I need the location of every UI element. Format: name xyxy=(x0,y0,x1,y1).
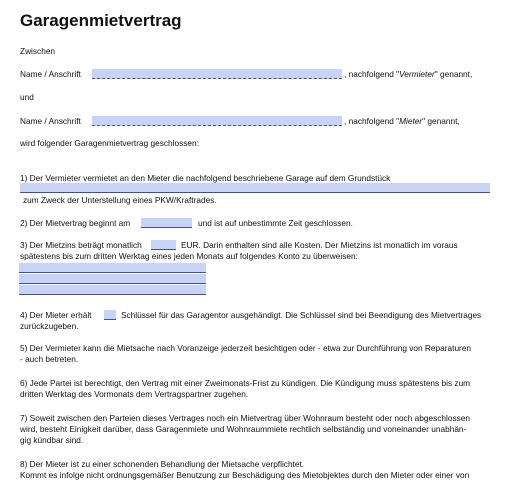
clause-7-line-3: gig kündbar sind. xyxy=(20,435,84,445)
clause-2-before: 2) Der Mietvertrag beginnt am xyxy=(20,218,131,228)
account-number-field[interactable] xyxy=(19,285,206,295)
clause-5-line-2: - auch betreten. xyxy=(20,354,79,364)
clause-1-line-2: zum Zweck der Unterstellung eines PKW/Kraftrades. xyxy=(23,195,217,205)
clause-1-line-1: 1) Der Vermieter vermietet an den Mieter die nachfolgend beschriebene Garage auf dem Grundstück xyxy=(20,173,391,183)
clause-3-line-2: spätestens bis zum dritten Werktag eines jeden Monats auf folgendes Konto zu überweisen: xyxy=(20,251,358,261)
document-title: Garagenmietvertrag xyxy=(20,11,182,30)
landlord-name-label: Name / Anschrift xyxy=(20,69,81,79)
tenant-role-text: , nachfolgend "Mieter" genannt, xyxy=(344,116,460,126)
rent-amount-field[interactable] xyxy=(151,240,176,250)
landlord-name-field[interactable] xyxy=(92,69,342,79)
tenant-name-label: Name / Anschrift xyxy=(20,116,81,126)
clause-3-after: EUR. Darin enthalten sind alle Kosten. Der Mietzins ist monatlich im voraus xyxy=(181,240,458,250)
account-holder-field[interactable] xyxy=(19,263,206,273)
clause-8-line-2: Kommt es infolge nicht ordnungsgemäßer Benutzung zur Beschädigung des Mietobjektes durch den Mieter oder einer von xyxy=(20,470,470,480)
closing-text: wird folgender Garagenmietvertrag geschlossen: xyxy=(20,138,199,148)
tenant-name-field[interactable] xyxy=(92,116,342,126)
landlord-role-text: , nachfolgend "Vermieter" genannt, xyxy=(344,69,473,79)
zwischen-text: Zwischen xyxy=(20,46,56,56)
clause-8-line-1: 8) Der Mieter ist zu einer schonenden Behandlung der Mietsache verpflichtet. xyxy=(20,459,305,469)
clause-2-after: und ist auf unbestimmte Zeit geschlossen. xyxy=(198,218,353,228)
property-address-field[interactable] xyxy=(20,183,490,193)
clause-6-line-1: 6) Jede Partei ist berechtigt, den Vertrag mit einer Zweimonats-Frist zu kündigen. Die Kündigung muss spätestens bis zum xyxy=(20,378,471,388)
start-date-field[interactable] xyxy=(141,218,192,228)
bank-code-field[interactable] xyxy=(19,274,206,284)
clause-7-line-2: wird, besteht Einigkeit darüber, dass Garagenmiete und Wohnraummiete rechtlich selbständig und voneinander unabhän- xyxy=(20,424,467,434)
clause-5-line-1: 5) Der Vermieter kann die Mietsache nach Voranzeige jederzeit besichtigen oder - etwa zur Durchführung von Reparaturen xyxy=(20,343,472,353)
und-text: und xyxy=(20,92,34,102)
clause-3-before: 3) Der Mietzins beträgt monatlich xyxy=(20,240,142,250)
key-count-field[interactable] xyxy=(104,310,116,320)
clause-6-line-2: dritten Werktag des Vormonats dem Vertragspartner zugehen. xyxy=(20,389,249,399)
clause-4-after: Schlüssel für das Garagentor ausgehändigt. Die Schlüssel sind bei Beendigung des Mietvertrages xyxy=(121,310,482,320)
clause-7-line-1: 7) Soweit zwischen den Parteien dieses Vertrages noch ein Mietvertrag über Wohnraum besteht oder noch abgeschlossen xyxy=(20,413,470,423)
clause-4-line-2: zurückzugeben. xyxy=(20,321,79,331)
clause-4-before: 4) Der Mieter erhält xyxy=(20,310,92,320)
